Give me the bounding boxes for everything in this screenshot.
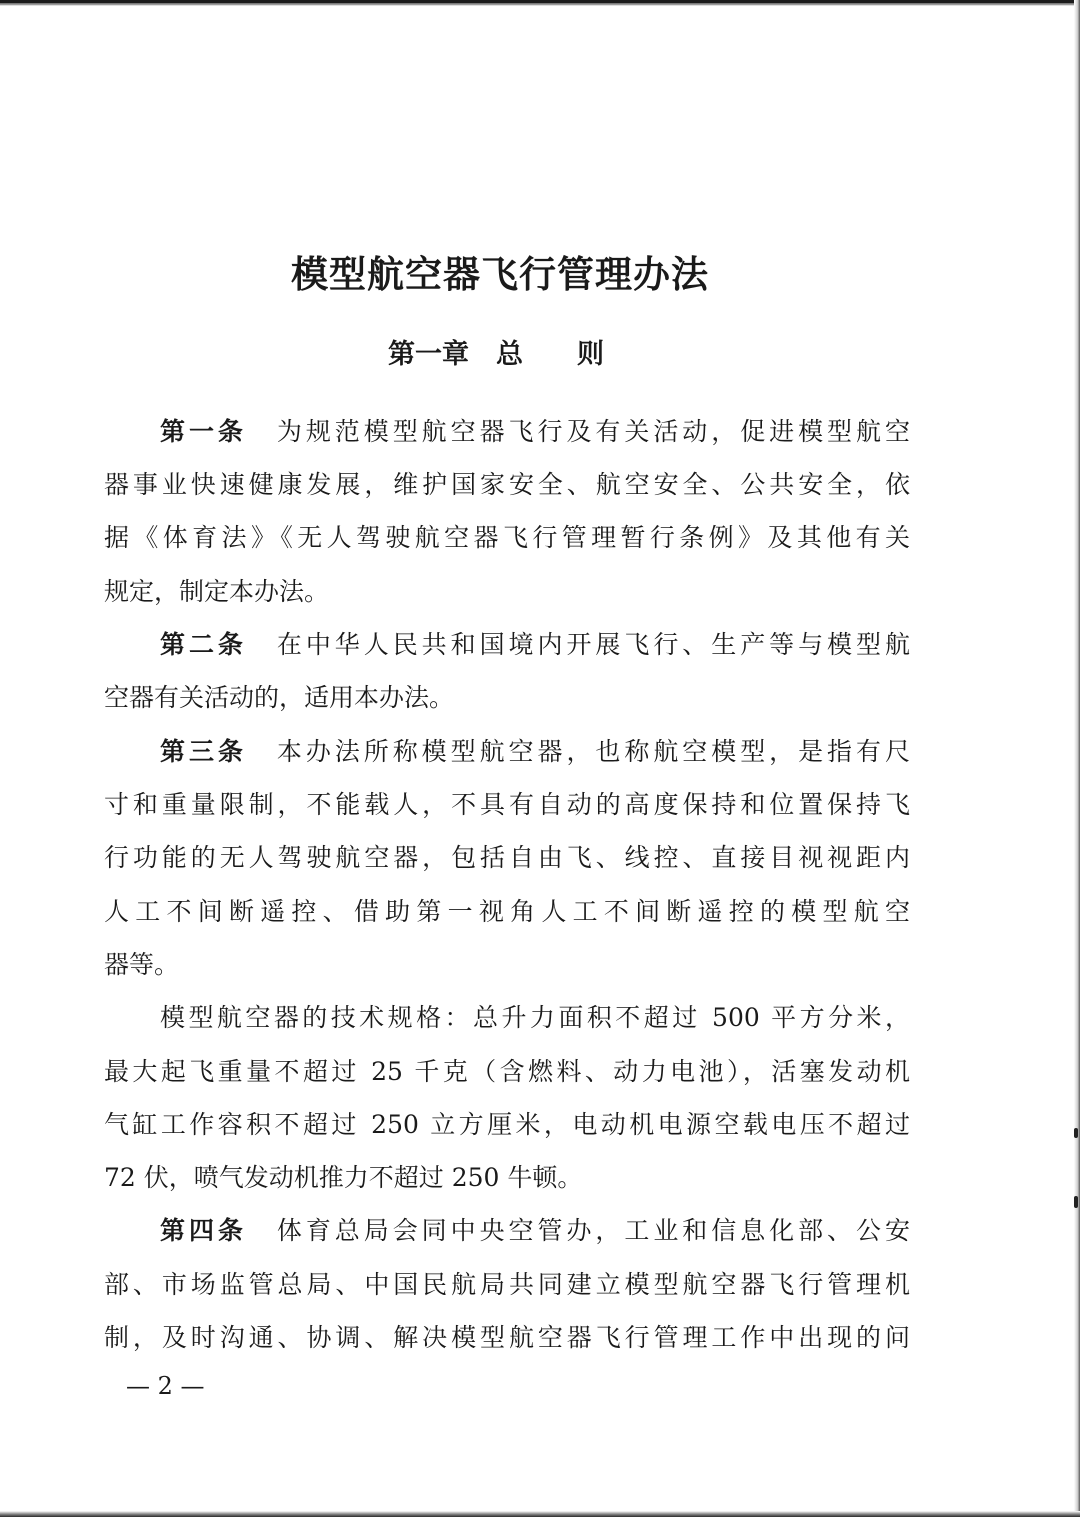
article-1-line-1: 第一条 为规范模型航空器飞行及有关活动，促进模型航空 bbox=[160, 417, 910, 446]
article-4-line-3: 制，及时沟通、协调、解决模型航空器飞行管理工作中出现的问 bbox=[104, 1323, 910, 1352]
article-3-line-2: 寸和重量限制，不能载人，不具有自动的高度保持和位置保持飞 bbox=[104, 790, 910, 819]
spec-line-3: 气缸工作容积不超过 250 立方厘米，电动机电源空载电压不超过 bbox=[104, 1110, 910, 1139]
scan-right-edge bbox=[1074, 0, 1080, 1517]
article-4-line-2: 部、市场监管总局、中国民航局共同建立模型航空器飞行管理机 bbox=[104, 1270, 910, 1299]
article-4-label: 第四条 bbox=[160, 1216, 247, 1245]
document-title: 模型航空器飞行管理办法 bbox=[291, 253, 709, 296]
spec-line-1: 模型航空器的技术规格：总升力面积不超过 500 平方分米， bbox=[160, 1003, 910, 1032]
scan-bottom-edge bbox=[0, 1511, 1080, 1517]
article-3-line-3: 行功能的无人驾驶航空器，包括自由飞、线控、直接目视视距内 bbox=[104, 843, 910, 872]
article-3-line-4: 人工不间断遥控、借助第一视角人工不间断遥控的模型航空 bbox=[104, 897, 910, 926]
spec-line-4: 72 伏，喷气发动机推力不超过 250 牛顿。 bbox=[104, 1163, 583, 1192]
article-2-line-2: 空器有关活动的，适用本办法。 bbox=[104, 683, 455, 712]
scan-mark bbox=[1074, 1128, 1078, 1138]
chapter-heading: 第一章 总 则 bbox=[388, 339, 604, 370]
article-2-label: 第二条 bbox=[160, 630, 247, 659]
article-2-line-1: 第二条 在中华人民共和国境内开展飞行、生产等与模型航 bbox=[160, 630, 910, 659]
article-3-label: 第三条 bbox=[160, 737, 247, 766]
article-4-line-1: 第四条 体育总局会同中央空管办，工业和信息化部、公安 bbox=[160, 1216, 910, 1245]
article-3-line-5: 器等。 bbox=[104, 950, 180, 979]
scan-mark bbox=[1074, 1196, 1078, 1208]
article-1-line-4: 规定，制定本办法。 bbox=[104, 577, 330, 606]
article-1-line-3: 据《体育法》《无人驾驶航空器飞行管理暂行条例》及其他有关 bbox=[104, 523, 910, 552]
article-3-line-1: 第三条 本办法所称模型航空器，也称航空模型，是指有尺 bbox=[160, 737, 910, 766]
page-number: — 2 — bbox=[126, 1372, 205, 1400]
spec-line-2: 最大起飞重量不超过 25 千克（含燃料、动力电池），活塞发动机 bbox=[104, 1057, 910, 1086]
scan-top-edge bbox=[0, 0, 1080, 14]
article-1-label: 第一条 bbox=[160, 417, 247, 446]
article-1-line-2: 器事业快速健康发展，维护国家安全、航空安全、公共安全，依 bbox=[104, 470, 910, 499]
